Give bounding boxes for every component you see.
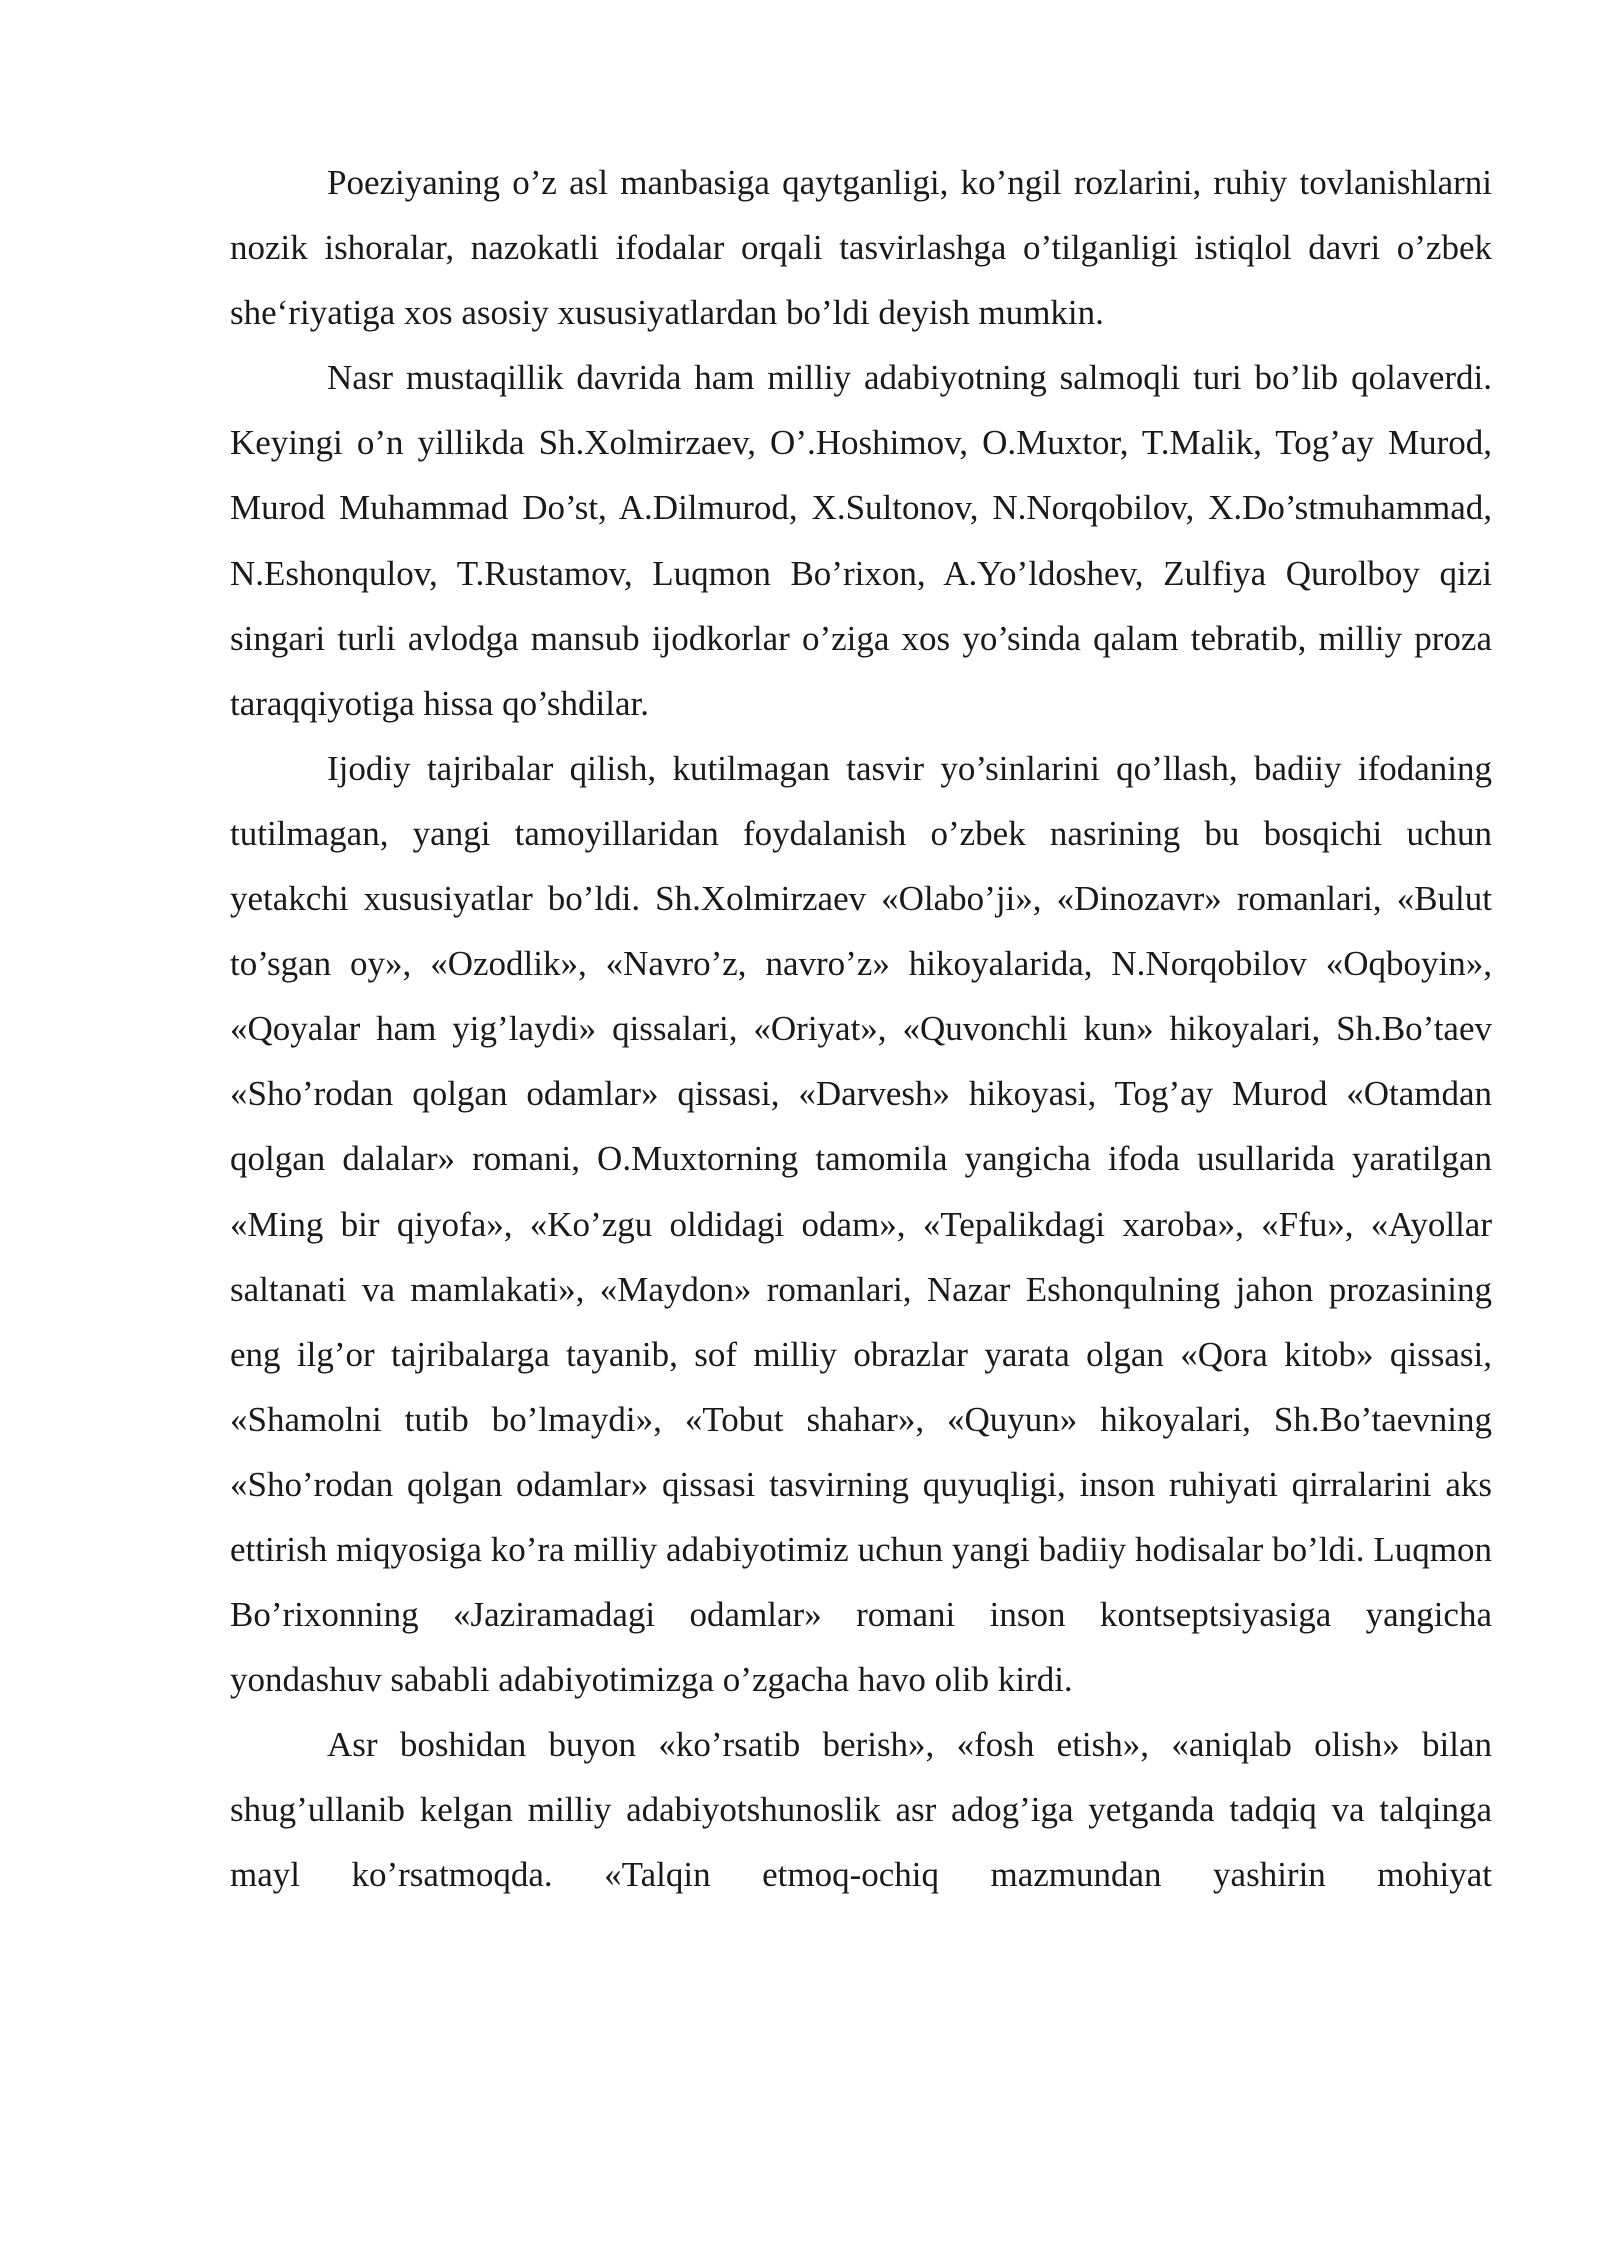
paragraph: Poeziyaning o’z asl manbasiga qaytganligi, ko’ngil rozlarini, ruhiy tovlanishlarni nozik ishoralar, nazokatli ifodalar orqali tasvirlashga o’tilganligi istiqlol davri o’zbek she‘riyatiga xos asosiy xususiyatlardan bo’ldi deyish mumkin. — [230, 163, 1492, 333]
paragraph: Ijodiy tajribalar qilish, kutilmagan tasvir yo’sinlarini qo’llash, badiiy ifodaning tutilmagan, yangi tamoyillaridan foydalanish o’zbek nasrining bu bosqichi uchun yetakchi xususiyatlar bo’ldi. Sh.Xolmirzaev «Olabo’ji», «Dinozavr» romanlari, «Bulut to’sgan oy», «Ozodlik», «Navro’z, navro’z» hikoyalarida, N.Norqobilov «Oqboyin», «Qoyalar ham yig’laydi» qissalari, «Oriyat», «Quvonchli kun» hikoyalari, Sh.Bo’taev «Sho’rodan qolgan odamlar» qissasi, «Darvesh» hikoyasi, Tog’ay Murod «Otamdan qolgan dalalar» romani, O.Muxtorning tamomila yangicha ifoda usullarida yaratilgan «Ming bir qiyofa», «Ko’zgu oldidagi odam», «Tepalikdagi xaroba», «Ffu», «Ayollar saltanati va mamlakati», «Maydon» romanlari, Nazar Eshonqulning jahon prozasining eng ilg’or tajribalarga tayanib, sof milliy obrazlar yarata olgan «Qora kitob» qissasi, «Shamolni tutib bo’lmaydi», «Tobut shahar», «Quyun» hikoyalari, Sh.Bo’taevning «Sho’rodan qolgan odamlar» qissasi tasvirning quyuqligi, inson ruhiyati qirralarini aks ettirish miqyosiga ko’ra milliy adabiyotimiz uchun yangi badiiy hodisalar bo’ldi. Luqmon Bo’rixonning «Jaziramadagi odamlar» romani inson kontseptsiyasiga yangicha yondashuv sababli adabiyotimizga o’zgacha havo olib kirdi. — [230, 748, 1492, 1700]
paragraph: Nasr mustaqillik davrida ham milliy adabiyotning salmoqli turi bo’lib qolaverdi. Keyingi o’n yillikda Sh.Xolmirzaev, O’.Hoshimov, O.Muxtor, T.Malik, Tog’ay Murod, Murod Muhammad Do’st, A.Dilmurod, X.Sultonov, N.Norqobilov, X.Do’stmuhammad, N.Eshonqulov, T.Rustamov, Luqmon Bo’rixon, A.Yo’ldoshev, Zulfiya Qurolboy qizi singari turli avlodga mansub ijodkorlar o’ziga xos yo’sinda qalam tebratib, milliy proza taraqqiyotiga hissa qo’shdilar. — [230, 358, 1492, 723]
document-body — [230, 150, 1492, 1908]
paragraph: Asr boshidan buyon «ko’rsatib berish», «fosh etish», «aniqlab olish» bilan shug’ullanib kelgan milliy adabiyotshunoslik asr adog’iga yetganda tadqiq va talqinga mayl ko’rsatmoqda. «Talqin etmoq-ochiq mazmundan yashirin mohiyat — [230, 1725, 1492, 1895]
